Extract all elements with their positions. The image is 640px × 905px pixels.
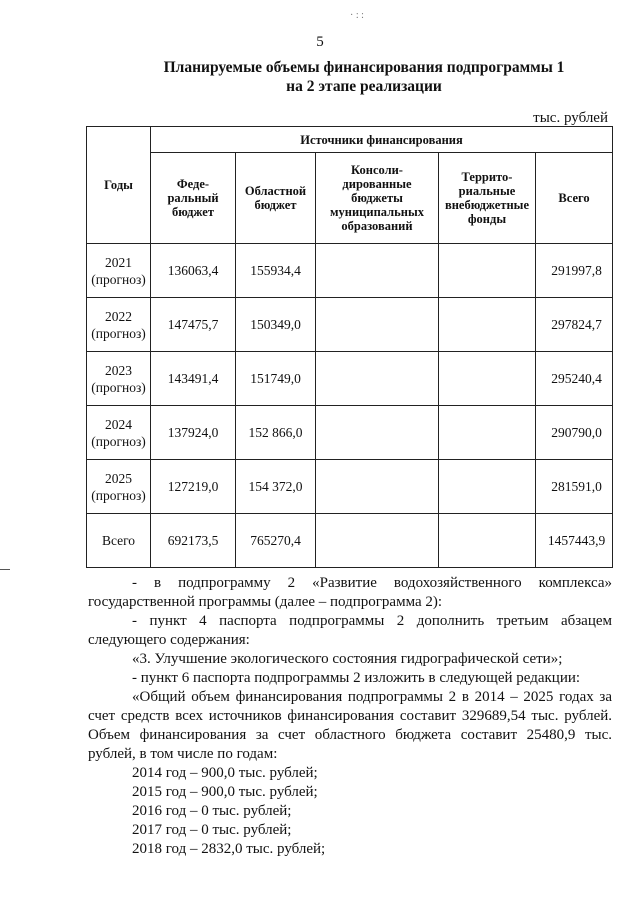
total-cell: 290790,0 bbox=[536, 406, 613, 460]
funds-cell bbox=[439, 460, 536, 514]
year-note: (прогноз) bbox=[91, 271, 146, 287]
table-row bbox=[87, 298, 613, 352]
year-label: Всего bbox=[101, 533, 136, 548]
year-line: 2014 год – 900,0 тыс. рублей; bbox=[132, 765, 318, 781]
federal-cell: 692173,5 bbox=[151, 514, 236, 568]
total-cell: 1457443,9 bbox=[536, 514, 613, 568]
federal-cell: 127219,0 bbox=[151, 460, 236, 514]
regional-cell: 765270,4 bbox=[236, 514, 316, 568]
municipal-cell bbox=[316, 298, 439, 352]
title-line-1: Планируемые объемы финансирования подпрограммы 1 bbox=[163, 59, 565, 76]
total-cell: 297824,7 bbox=[536, 298, 613, 352]
regional-cell: 150349,0 bbox=[236, 298, 316, 352]
funds-cell bbox=[439, 298, 536, 352]
federal-cell: 137924,0 bbox=[151, 406, 236, 460]
paragraph: - пункт 4 паспорта подпрограммы 2 дополнить третьим абзацем следующего содержания: bbox=[88, 613, 612, 648]
scan-edge-mark bbox=[0, 569, 10, 570]
year-cell bbox=[87, 460, 151, 514]
header-funds: Террито-риальные внебюджетные фонды bbox=[439, 153, 536, 244]
paragraph: «Общий объем финансирования подпрограммы 2 в 2014 – 2025 годах за счет средств всех источников финансирования составит 329689,54 тыс. рублей. Объем финансирования за счет областного бюджета составит 25480,9 тыс. рублей, в том числе по годам: bbox=[88, 689, 612, 762]
funds-cell bbox=[439, 244, 536, 298]
regional-cell: 151749,0 bbox=[236, 352, 316, 406]
table-row bbox=[87, 244, 613, 298]
page-number: 5 bbox=[316, 34, 324, 50]
year-note: (прогноз) bbox=[91, 433, 146, 449]
municipal-cell bbox=[316, 514, 439, 568]
header-sources: Источники финансирования bbox=[151, 127, 613, 153]
year-cell bbox=[87, 514, 151, 568]
year-cell bbox=[87, 352, 151, 406]
total-cell: 295240,4 bbox=[536, 352, 613, 406]
year-label: 2023 bbox=[105, 362, 132, 378]
paragraph: «3. Улучшение экологического состояния гидрографической сети»; bbox=[132, 651, 563, 667]
municipal-cell bbox=[316, 406, 439, 460]
paragraph: - в подпрограмму 2 «Развитие водохозяйственного комплекса» государственной программы (далее – подпрограмма 2): bbox=[88, 575, 612, 610]
table-row bbox=[87, 406, 613, 460]
municipal-cell bbox=[316, 352, 439, 406]
header-federal: Феде-ральный бюджет bbox=[151, 153, 236, 244]
scan-marks: · : : bbox=[350, 10, 364, 21]
total-cell: 281591,0 bbox=[536, 460, 613, 514]
year-cell bbox=[87, 298, 151, 352]
year-label: 2021 bbox=[105, 254, 132, 270]
body-text bbox=[88, 574, 612, 859]
year-label: 2025 bbox=[105, 470, 132, 486]
funds-cell bbox=[439, 352, 536, 406]
year-note: (прогноз) bbox=[91, 379, 146, 395]
funds-cell bbox=[439, 514, 536, 568]
table-row bbox=[87, 352, 613, 406]
title-line-2: на 2 этапе реализации bbox=[286, 78, 442, 95]
table-row bbox=[87, 460, 613, 514]
federal-cell: 143491,4 bbox=[151, 352, 236, 406]
regional-cell: 155934,4 bbox=[236, 244, 316, 298]
federal-cell: 136063,4 bbox=[151, 244, 236, 298]
total-cell: 291997,8 bbox=[536, 244, 613, 298]
year-line: 2018 год – 2832,0 тыс. рублей; bbox=[132, 841, 326, 857]
regional-cell: 154 372,0 bbox=[236, 460, 316, 514]
year-label: 2022 bbox=[105, 308, 132, 324]
header-municipal: Консоли-дированные бюджеты муниципальных образований bbox=[316, 153, 439, 244]
financing-table bbox=[86, 126, 613, 568]
regional-cell: 152 866,0 bbox=[236, 406, 316, 460]
year-label: 2024 bbox=[105, 416, 132, 432]
year-line: 2017 год – 0 тыс. рублей; bbox=[132, 822, 292, 838]
year-note: (прогноз) bbox=[91, 325, 146, 341]
federal-cell: 147475,7 bbox=[151, 298, 236, 352]
table-title bbox=[0, 58, 640, 96]
municipal-cell bbox=[316, 460, 439, 514]
header-years: Годы bbox=[87, 127, 151, 244]
municipal-cell bbox=[316, 244, 439, 298]
year-line: 2016 год – 0 тыс. рублей; bbox=[132, 803, 292, 819]
funds-cell bbox=[439, 406, 536, 460]
header-regional: Областной бюджет bbox=[236, 153, 316, 244]
year-line: 2015 год – 900,0 тыс. рублей; bbox=[132, 784, 318, 800]
year-cell bbox=[87, 244, 151, 298]
year-note: (прогноз) bbox=[91, 487, 146, 503]
year-cell bbox=[87, 406, 151, 460]
table-row-total bbox=[87, 514, 613, 568]
units-label: тыс. рублей bbox=[533, 110, 608, 126]
header-total: Всего bbox=[536, 153, 613, 244]
paragraph: - пункт 6 паспорта подпрограммы 2 изложить в следующей редакции: bbox=[132, 670, 581, 686]
